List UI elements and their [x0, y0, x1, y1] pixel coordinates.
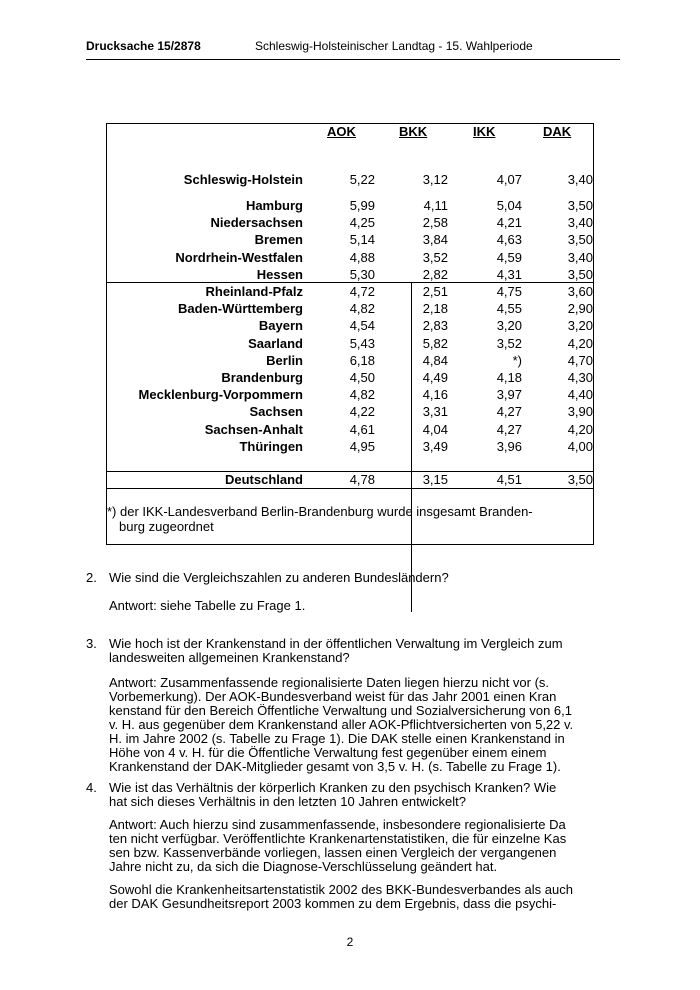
table-row — [107, 335, 593, 352]
table-row-total — [107, 471, 593, 488]
row-label: Bayern — [258, 318, 303, 334]
cell-dak: 3,90 — [567, 404, 593, 420]
question-line: landesweiten allgemeinen Krankenstand? — [109, 650, 350, 665]
cell-bkk: 4,04 — [422, 421, 448, 437]
cell-aok: 4,88 — [349, 249, 375, 265]
cell-dak: 3,50 — [567, 232, 593, 248]
answer-line: sen bzw. Kassenverbände vorliegen, lassen einen Vergleich der vergangenen — [109, 845, 557, 860]
cell-bkk: 2,18 — [422, 301, 448, 317]
row-label: Niedersachsen — [210, 215, 303, 231]
row-label: Nordrhein-Westfalen — [175, 249, 303, 265]
cell-dak: 3,40 — [567, 172, 593, 187]
cell-dak: 3,50 — [567, 472, 593, 487]
cell-ikk: 4,07 — [496, 172, 522, 187]
cell-dak: 4,20 — [567, 335, 593, 351]
question-2 — [86, 571, 620, 631]
table-row — [107, 197, 593, 214]
answer-text: Antwort: siehe Tabelle zu Frage 1. — [109, 598, 306, 613]
row-label: Sachsen-Anhalt — [204, 421, 303, 437]
table-row — [107, 438, 593, 455]
question-text — [109, 781, 619, 809]
cell-dak: 4,40 — [567, 387, 593, 403]
cell-aok: 4,72 — [349, 284, 375, 299]
cell-aok: 5,22 — [349, 172, 375, 187]
table-row — [107, 403, 593, 420]
answer-line: Antwort: Auch hierzu sind zusammenfassende, insbesondere regionalisierte Da — [109, 817, 566, 832]
cell-bkk: 3,15 — [422, 472, 448, 487]
answer-line: Antwort: Zusammenfassende regionalisierte Daten liegen hierzu nicht vor (s. — [109, 675, 550, 690]
cell-aok: 4,22 — [349, 404, 375, 420]
cell-aok: 4,78 — [349, 472, 375, 487]
table-row — [107, 300, 593, 317]
column-header-dak: DAK — [543, 124, 572, 139]
cell-bkk: 4,16 — [422, 387, 448, 403]
question-line: Wie ist das Verhältnis der körperlich Kranken zu den psychisch Kranken? Wie — [109, 780, 557, 795]
cell-bkk: 3,31 — [422, 404, 448, 420]
cell-dak: 2,90 — [567, 301, 593, 317]
row-label: Baden-Württemberg — [178, 301, 303, 317]
cell-dak: 3,40 — [567, 249, 593, 265]
cell-ikk: 4,59 — [496, 249, 522, 265]
answer-line: kenstand für den Bereich Öffentliche Verwaltung und Sozialversicherung von 6,1 — [109, 703, 572, 718]
cell-ikk: 3,52 — [496, 335, 522, 351]
cell-bkk: 2,83 — [422, 318, 448, 334]
cell-dak: 3,50 — [567, 266, 593, 282]
cell-ikk: 4,18 — [496, 370, 522, 385]
table-row — [107, 352, 593, 369]
question-line: hat sich dieses Verhältnis in den letzten 10 Jahren entwickelt? — [109, 794, 466, 809]
table-row-first — [107, 171, 593, 188]
cell-bkk: 4,49 — [422, 370, 448, 385]
cell-aok: 4,61 — [349, 421, 375, 437]
cell-ikk: 4,55 — [496, 301, 522, 317]
cell-dak: 4,00 — [567, 438, 593, 454]
cell-ikk: 4,31 — [496, 266, 522, 282]
table-row — [107, 369, 593, 386]
answer-line: Höhe von 4 v. H. für die Öffentliche Verwaltung fest gegenüber einem einem — [109, 745, 547, 760]
paragraph-line: der DAK Gesundheitsreport 2003 kommen zu dem Ergebnis, dass die psychi- — [109, 896, 557, 911]
question-line: Wie hoch ist der Krankenstand in der öffentlichen Verwaltung im Vergleich zum — [109, 636, 563, 651]
cell-bkk: 4,11 — [423, 198, 448, 213]
row-label: Hessen — [256, 266, 303, 282]
cell-aok: 4,82 — [349, 301, 375, 317]
table-row — [107, 214, 593, 231]
paragraph-line: Sowohl die Krankenheitsartenstatistik 2002 des BKK-Bundesverbandes als auch — [109, 882, 573, 897]
question-number: 3. — [86, 636, 97, 651]
cell-aok: 4,50 — [349, 370, 375, 385]
question-4 — [86, 781, 620, 921]
question-number: 2. — [86, 570, 97, 585]
table-row — [107, 249, 593, 266]
answer-text — [109, 818, 619, 874]
row-label: Brandenburg — [221, 370, 303, 385]
table-row — [107, 317, 593, 334]
cell-aok: 5,30 — [349, 266, 375, 282]
cell-ikk: 4,27 — [496, 404, 522, 420]
cell-dak: 4,20 — [567, 421, 593, 437]
cell-ikk: 4,51 — [496, 472, 522, 487]
question-3 — [86, 637, 620, 777]
document-number: Drucksache 15/2878 — [86, 39, 201, 53]
table-total-rule-bottom — [107, 488, 593, 489]
table-row — [107, 266, 593, 283]
row-label: Deutschland — [224, 472, 303, 487]
row-label: Hamburg — [245, 198, 303, 213]
row-label: Sachsen — [249, 404, 303, 420]
page-number: 2 — [346, 935, 354, 949]
cell-ikk: 3,97 — [496, 387, 522, 403]
sick-leave-table — [106, 123, 594, 545]
document-title: Schleswig-Holsteinischer Landtag - 15. Wahlperiode — [255, 39, 533, 53]
footnote-line-2: burg zugeordnet — [119, 519, 214, 534]
cell-ikk: 4,75 — [496, 284, 522, 299]
cell-bkk: 2,51 — [422, 284, 448, 299]
paragraph-text — [109, 883, 619, 911]
cell-aok: 6,18 — [349, 352, 375, 368]
cell-aok: 5,99 — [349, 198, 375, 213]
question-number: 4. — [86, 780, 97, 795]
cell-bkk: 3,52 — [422, 249, 448, 265]
cell-bkk: 3,84 — [422, 232, 448, 248]
table-row — [107, 231, 593, 248]
answer-text — [109, 676, 619, 774]
cell-ikk: 4,21 — [496, 215, 522, 231]
cell-dak: 3,20 — [567, 318, 593, 334]
cell-aok: 5,14 — [349, 232, 375, 248]
question-text — [109, 637, 619, 665]
row-label: Berlin — [266, 352, 303, 368]
answer-line: H. im Jahre 2002 (s. Tabelle zu Frage 1). Die DAK stelle einen Krankenstand in — [109, 731, 565, 746]
row-label: Mecklenburg-Vorpommern — [138, 387, 303, 403]
table-footnote — [107, 504, 577, 534]
cell-dak: 3,50 — [567, 198, 593, 213]
column-header-bkk: BKK — [399, 124, 428, 139]
cell-dak: 3,60 — [567, 284, 593, 299]
header-divider — [86, 59, 620, 60]
cell-ikk: 5,04 — [496, 198, 522, 213]
cell-aok: 4,54 — [349, 318, 375, 334]
table-row — [107, 386, 593, 403]
cell-bkk: 2,58 — [422, 215, 448, 231]
cell-aok: 5,43 — [349, 335, 375, 351]
cell-ikk: 4,63 — [496, 232, 522, 248]
cell-dak: 4,30 — [567, 370, 593, 385]
row-label: Bremen — [254, 232, 303, 248]
row-label: Saarland — [248, 335, 303, 351]
answer-line: Jahre nicht zu, da sich die Diagnose-Verschlüsselung geändert hat. — [109, 859, 498, 874]
column-header-aok: AOK — [327, 124, 356, 139]
column-header-ikk: IKK — [473, 124, 496, 139]
cell-dak: 4,70 — [567, 352, 593, 368]
answer-line: Vorbemerkung). Der AOK-Bundesverband weist für das Jahr 2001 einen Kran — [109, 689, 557, 704]
cell-ikk: 4,27 — [496, 421, 522, 437]
cell-aok: 4,25 — [349, 215, 375, 231]
cell-bkk: 3,12 — [422, 172, 448, 187]
cell-aok: 4,95 — [349, 438, 375, 454]
cell-bkk: 4,84 — [422, 352, 448, 368]
cell-ikk: 3,20 — [496, 318, 522, 334]
answer-line: Krankenstand der DAK-Mitglieder gesamt von 3,5 v. H. (s. Tabelle zu Frage 1). — [109, 759, 561, 774]
row-label: Thüringen — [239, 438, 303, 454]
cell-bkk: 2,82 — [422, 266, 448, 282]
footnote-line-1: *) der IKK-Landesverband Berlin-Brandenburg wurde insgesamt Branden- — [107, 504, 533, 519]
cell-aok: 4,82 — [349, 387, 375, 403]
row-label: Rheinland-Pfalz — [205, 284, 303, 299]
cell-bkk: 5,82 — [422, 335, 448, 351]
question-text: Wie sind die Vergleichszahlen zu anderen Bundesländern? — [109, 570, 449, 585]
table-row — [107, 421, 593, 438]
answer-line: ten nicht verfügbar. Veröffentlichte Krankenartenstatistiken, die für einzelne Kas — [109, 831, 567, 846]
table-row — [107, 283, 593, 300]
cell-dak: 3,40 — [567, 215, 593, 231]
cell-ikk: 3,96 — [496, 438, 522, 454]
answer-line: v. H. aus gegenüber dem Krankenstand aller AOK-Pflichtversicherten von 5,22 v. — [109, 717, 574, 732]
cell-ikk: *) — [512, 352, 522, 368]
row-label: Schleswig-Holstein — [183, 172, 303, 187]
cell-bkk: 3,49 — [422, 438, 448, 454]
